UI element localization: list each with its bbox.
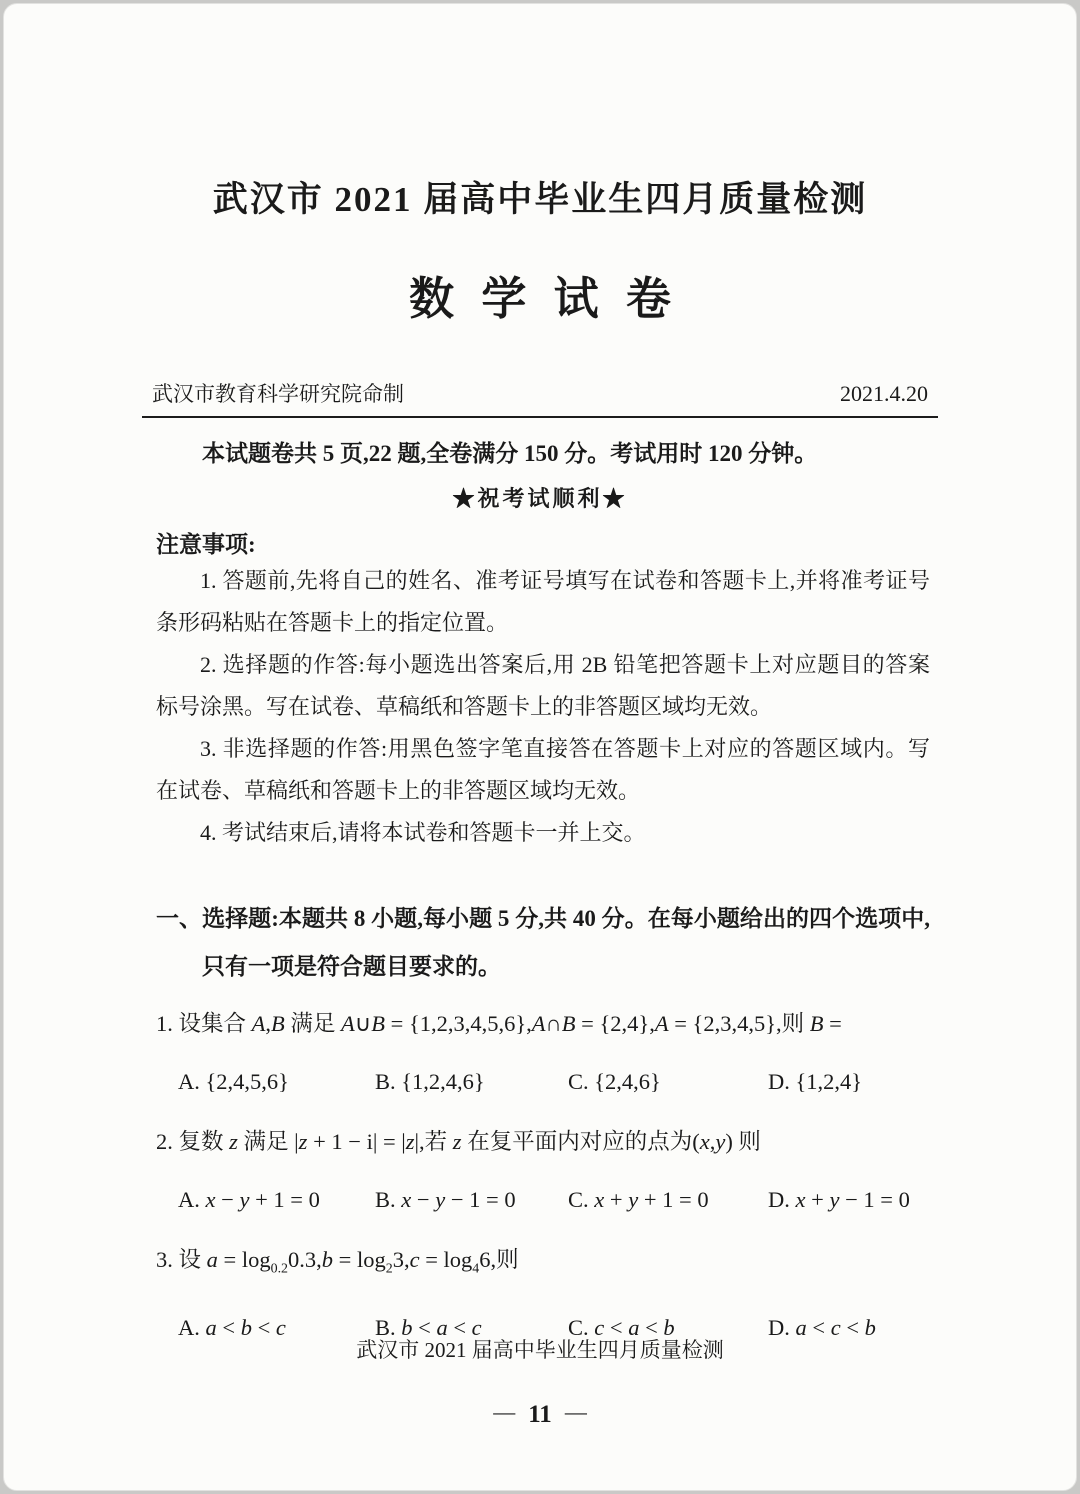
question-2-option-b: B. x − y − 1 = 0 xyxy=(375,1187,516,1212)
question-2 xyxy=(156,1126,930,1216)
question-2-stem: 2. 复数 z 满足 |z + 1 − i| = |z|,若 z 在复平面内对应的点为(x,y) 则 xyxy=(156,1129,761,1154)
exam-summary: 本试题卷共 5 页,22 题,全卷满分 150 分。考试用时 120 分钟。 xyxy=(202,441,818,466)
question-3-option-d: D. a < c < b xyxy=(768,1314,876,1340)
exam-title: 武汉市 2021 届高中毕业生四月质量检测 xyxy=(212,180,868,219)
footer-exam-title: 武汉市 2021 届高中毕业生四月质量检测 xyxy=(356,1338,724,1362)
exam-subject-title: 数 学 试 卷 xyxy=(409,274,679,324)
notice-item-3: 3. 非选择题的作答:用黑色签字笔直接答在答题卡上对应的答题区域内。写在试卷、草稿纸和答题卡上的非答题区域均无效。 xyxy=(156,736,930,803)
question-3-option-b: B. b < a < c xyxy=(375,1314,482,1340)
notice-item-1: 1. 答题前,先将自己的姓名、准考证号填写在试卷和答题卡上,并将准考证号条形码粘贴在答题卡上的指定位置。 xyxy=(156,568,930,635)
document-page xyxy=(3,3,1077,1491)
notice-item-4: 4. 考试结束后,请将本试卷和答题卡一并上交。 xyxy=(200,820,646,845)
question-1-option-d: D. {1,2,4} xyxy=(768,1069,863,1094)
question-3-stem: 3. 设 $a = \log_{0.2}0.3,b = \log_23,c = \log_46$,则 xyxy=(156,1247,519,1277)
question-1-option-c: C. {2,4,6} xyxy=(568,1069,661,1094)
issuer-name: 武汉市教育科学研究院命制 xyxy=(152,382,404,406)
question-1-option-a: A. {2,4,5,6} xyxy=(178,1069,289,1094)
page-number-dash-right: — xyxy=(564,1399,587,1424)
section-one-heading: 一、选择题:本题共 8 小题,每小题 5 分,共 40 分。在每小题给出的四个选项中,只有一项是符合题目要求的。 xyxy=(156,906,930,979)
header-divider xyxy=(142,416,938,418)
question-1-stem: 1. 设集合 A,B 满足 A∪B = {1,2,3,4,5,6},A∩B = {2,4},A = {2,3,4,5},则 B = xyxy=(156,1011,842,1036)
question-2-option-d: D. x + y − 1 = 0 xyxy=(768,1187,910,1212)
question-1-option-b: B. {1,2,4,6} xyxy=(375,1069,485,1094)
question-1 xyxy=(156,1008,930,1098)
page-number-value: 11 xyxy=(528,1401,552,1428)
question-2-options xyxy=(156,1184,930,1216)
exam-date: 2021.4.20 xyxy=(840,381,928,406)
question-2-option-c: C. x + y + 1 = 0 xyxy=(568,1187,709,1212)
question-3 xyxy=(156,1244,930,1344)
blessing-line: ★祝考试顺利★ xyxy=(452,486,628,511)
question-3-option-c: C. c < a < b xyxy=(568,1314,675,1340)
page-number-dash-left: — xyxy=(493,1399,516,1424)
notices-list xyxy=(156,560,930,854)
question-3-option-a: A. a < b < c xyxy=(178,1314,286,1340)
question-2-option-a: A. x − y + 1 = 0 xyxy=(178,1187,320,1212)
notices-heading: 注意事项: xyxy=(156,532,256,557)
question-1-options xyxy=(156,1066,930,1098)
page-number xyxy=(4,1401,1076,1429)
issuer-row xyxy=(152,378,928,408)
notice-item-2: 2. 选择题的作答:每小题选出答案后,用 2B 铅笔把答题卡上对应题目的答案标号涂黑。写在试卷、草稿纸和答题卡上的非答题区域均无效。 xyxy=(156,652,930,719)
questions-section xyxy=(156,1008,930,1372)
